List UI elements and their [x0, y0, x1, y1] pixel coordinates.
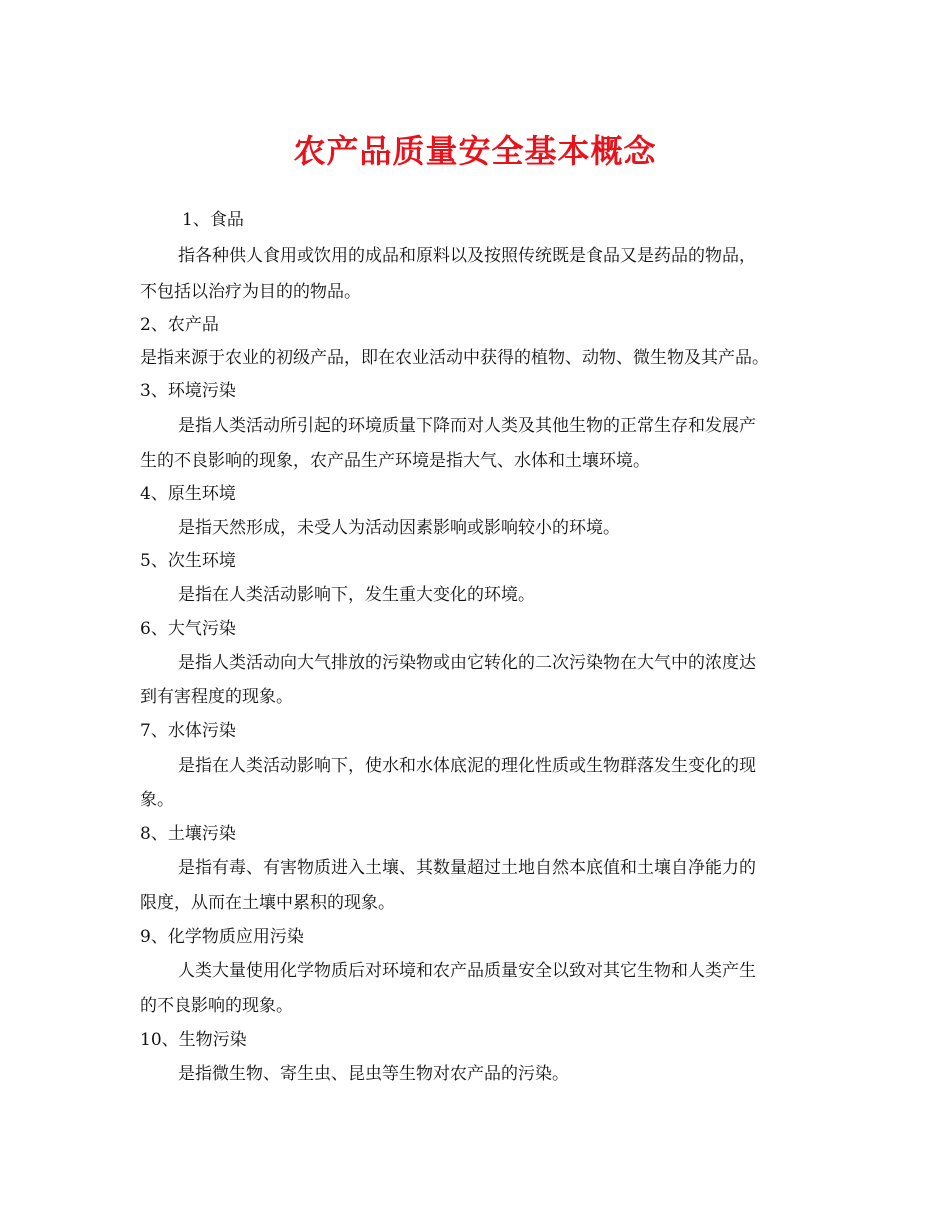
section-heading: 3、环境污染	[140, 381, 236, 401]
section-heading: 5、次生环境	[140, 551, 236, 571]
section-heading: 8、土壤污染	[140, 824, 236, 844]
section-body-line: 的不良影响的现象。	[140, 996, 293, 1016]
section-body-line: 是指在人类活动影响下，使水和水体底泥的理化性质或生物群落发生变化的现	[178, 756, 756, 776]
section-body-line: 是指在人类活动影响下，发生重大变化的环境。	[178, 585, 535, 605]
section-body-line: 象。	[140, 790, 174, 810]
section-body-line: 限度，从而在土壤中累积的现象。	[140, 893, 395, 913]
section-heading: 7、水体污染	[140, 721, 236, 741]
section-body-line: 是指来源于农业的初级产品，即在农业活动中获得的植物、动物、微生物及其产品。	[140, 348, 769, 368]
section-body-line: 是指有毒、有害物质进入土壤、其数量超过土地自然本底值和土壤自净能力的	[178, 858, 756, 878]
section-body-line: 指各种供人食用或饮用的成品和原料以及按照传统既是食品又是药品的物品，	[178, 246, 756, 266]
section-body-line: 生的不良影响的现象，农产品生产环境是指大气、水体和土壤环境。	[140, 451, 650, 471]
document-title: 农产品质量安全基本概念	[293, 132, 657, 170]
section-body-line: 不包括以治疗为目的的物品。	[140, 282, 361, 302]
section-body-line: 是指天然形成，未受人为活动因素影响或影响较小的环境。	[178, 518, 620, 538]
section-body-line: 是指微生物、寄生虫、昆虫等生物对农产品的污染。	[178, 1064, 569, 1084]
section-body-line: 人类大量使用化学物质后对环境和农产品质量安全以致对其它生物和人类产生	[178, 961, 756, 981]
section-heading: 6、大气污染	[140, 619, 236, 639]
section-body-line: 是指人类活动向大气排放的污染物或由它转化的二次污染物在大气中的浓度达	[178, 653, 756, 673]
section-heading: 4、原生环境	[140, 484, 236, 504]
section-body-line: 是指人类活动所引起的环境质量下降而对人类及其他生物的正常生存和发展产	[178, 416, 756, 436]
section-heading: 10、生物污染	[140, 1030, 247, 1050]
section-heading: 2、农产品	[140, 315, 219, 335]
section-body-line: 到有害程度的现象。	[140, 687, 293, 707]
section-heading: 1、食品	[182, 210, 244, 230]
section-heading: 9、化学物质应用污染	[140, 927, 304, 947]
